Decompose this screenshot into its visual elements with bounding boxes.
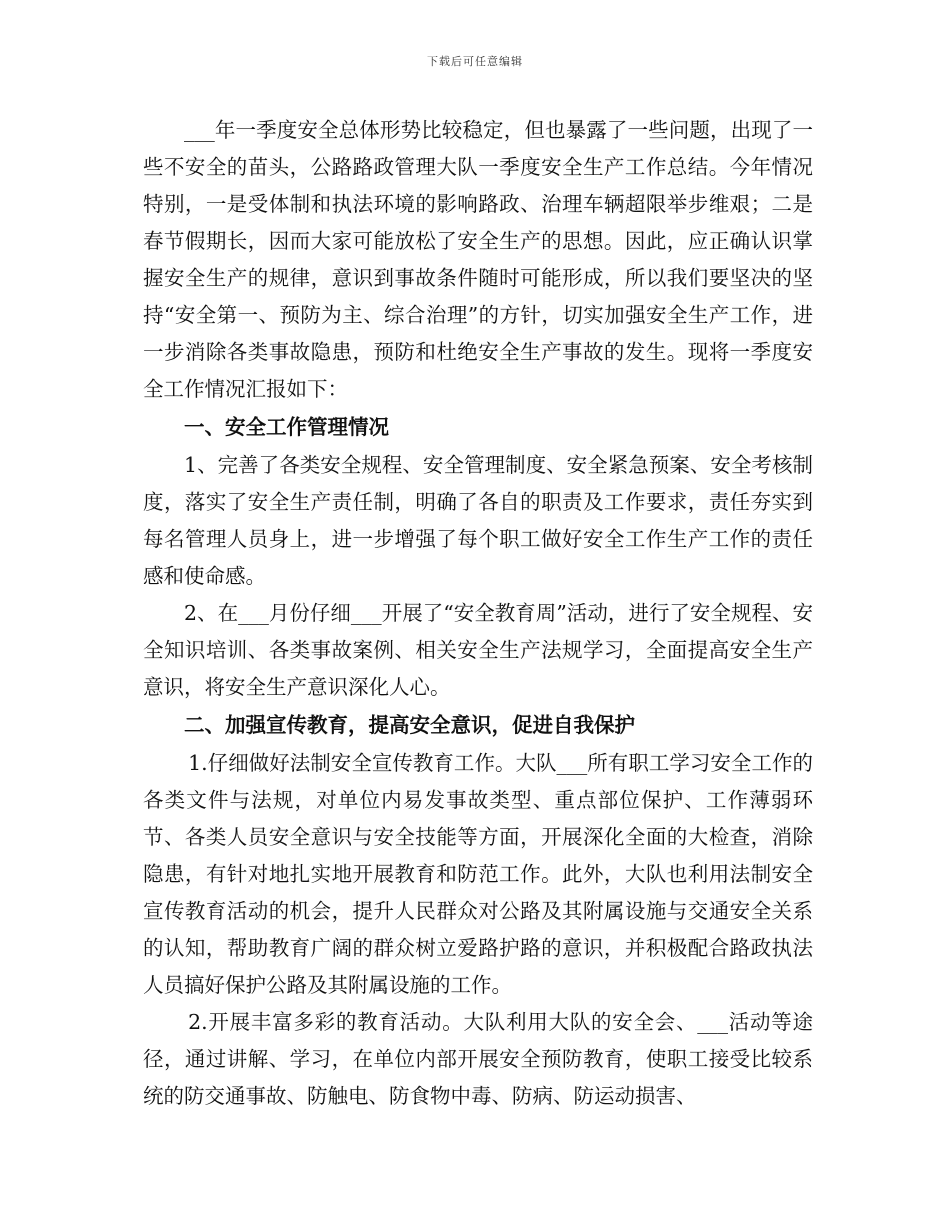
numbered-paragraph: 2.开展丰富多彩的教育活动。大队利用大队的安全会、___活动等途径，通过讲解、学习，在单位内部开展安全预防教育，使职工接受比较系统的防交通事故、防触电、防食物中毒、防病、防运动损害、 [143, 1010, 813, 1108]
section-heading: 一、安全工作管理情况 [184, 415, 389, 439]
intro-paragraph: ___年一季度安全总体形势比较稳定，但也暴露了一些问题，出现了一些不安全的苗头，公路路政管理大队一季度安全生产工作总结。今年情况特别，一是受体制和执法环境的影响路政、治理车辆超限举步维艰；二是春节假期长，因而大家可能放松了安全生产的思想。因此，应正确认识掌握安全生产的规律，意识到事故条件随时可能形成，所以我们要坚决的坚持“安全第一、预防为主、综合治理”的方针，切实加强安全生产工作，进一步消除各类事故隐患，预防和杜绝安全生产事故的发生。现将一季度安全工作情况汇报如下： [143, 118, 813, 401]
body-paragraph: 1、完善了各类安全规程、安全管理制度、安全紧急预案、安全考核制度，落实了安全生产责任制，明确了各自的职责及工作要求，责任夯实到每名管理人员身上，进一步增强了每个职工做好安全工作生产工作的责任感和使命感。 [143, 453, 813, 588]
page-header: 下载后可任意编辑 [427, 55, 523, 68]
body-paragraph: 2、在___月份仔细___开展了“安全教育周”活动，进行了安全规程、安全知识培训、各类事故案例、相关安全生产法规学习，全面提高安全生产意识，将安全生产意识深化人心。 [143, 601, 813, 699]
document-body [143, 112, 813, 1115]
section-heading: 二、加强宣传教育，提高安全意识，促进自我保护 [184, 713, 635, 737]
numbered-paragraph: 1.仔细做好法制安全宣传教育工作。大队___所有职工学习安全工作的各类文件与法规，对单位内易发事故类型、重点部位保护、工作薄弱环节、各类人员安全意识与安全技能等方面，开展深化全面的大检查，消除隐患，有针对地扎实地开展教育和防范工作。此外，大队也利用法制安全宣传教育活动的机会，提升人民群众对公路及其附属设施与交通安全关系的认知，帮助教育广阔的群众树立爱路护路的意识，并积极配合路政执法人员搞好保护公路及其附属设施的工作。 [143, 751, 813, 997]
